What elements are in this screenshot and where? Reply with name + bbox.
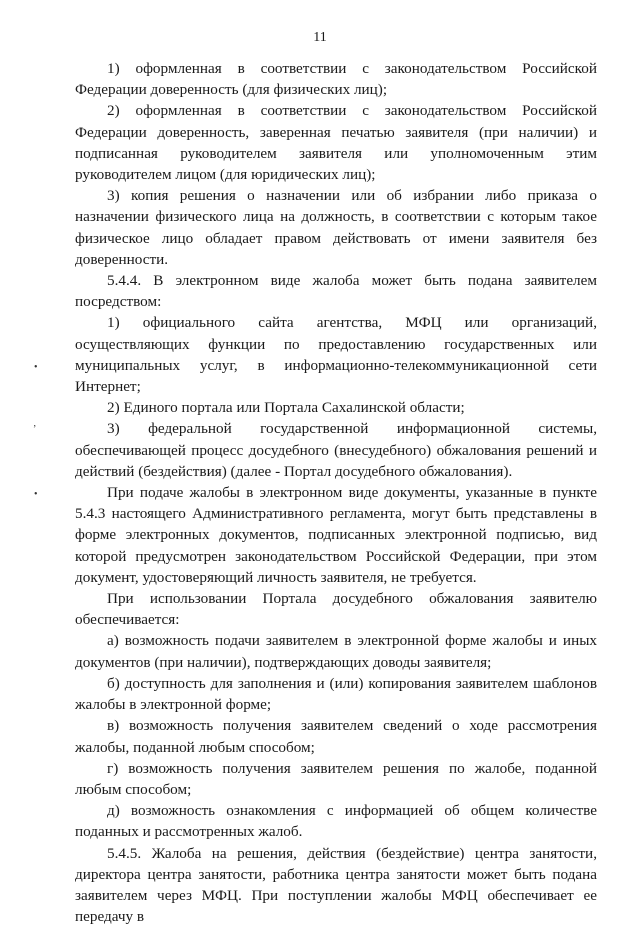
paragraph: 3) копия решения о назначении или об избрании либо приказа о назначении физического лица на должность, в соответствии с которым такое физическое лицо обладает правом действовать от имени заявителя без доверенности. (75, 187, 597, 268)
paragraph: 3) федеральной государственной информационной системы, обеспечивающей процесс досудебного (внесудебного) обжалования решений и действий (бездействия) (далее - Портал досудебного обжалования). (75, 420, 597, 480)
paragraph: в) возможность получения заявителем сведений о ходе рассмотрения жалобы, поданной любым способом; (75, 717, 597, 756)
paragraph: При использовании Портала досудебного обжалования заявителю обеспечивается: (75, 590, 597, 629)
paragraph: г) возможность получения заявителем решения по жалобе, поданной любым способом; (75, 759, 597, 798)
paragraph: б) доступность для заполнения и (или) копирования заявителем шаблонов жалобы в электронной форме; (75, 674, 597, 714)
paragraph: При подаче жалобы в электронном виде документы, указанные в пункте 5.4.3 настоящего Административного регламента, могут быть представлены в форме электронных документов, подписанных электронной подписью, вид которой предусмотрен законодательством Российской Федерации, при этом документ, удостоверяющий личность заявителя, не требуется. (75, 484, 597, 586)
document-body (75, 58, 597, 927)
paragraph: 2) Единого портала или Портала Сахалинской области; (107, 399, 465, 417)
margin-mark: ʼ (33, 424, 37, 435)
paragraph: 1) оформленная в соответствии с законодательством Российской Федерации доверенность (для физических лиц); (75, 60, 597, 99)
paragraph: 5.4.5. Жалоба на решения, действия (бездействие) центра занятости, директора центра занятости, работника центра занятости может быть подана заявителем через МФЦ. При поступлении жалобы МФЦ обеспечивает ее передачу в (75, 844, 597, 926)
paragraph: 1) официального сайта агентства, МФЦ или организаций, осуществляющих функции по предоставлению государственных или муниципальных услуг, в информационно-телекоммуникационной сети Интернет; (75, 314, 597, 396)
margin-mark: • (34, 362, 38, 373)
paragraph: 2) оформленная в соответствии с законодательством Российской Федерации доверенность, заверенная печатью заявителя (при наличии) и подписанная руководителем заявителя или уполномоченным этим руководителем лицом (для юридических лиц); (75, 102, 597, 184)
margin-mark: • (34, 489, 38, 500)
paragraph: а) возможность подачи заявителем в электронной форме жалобы и иных документов (при наличии), подтверждающих доводы заявителя; (75, 632, 597, 671)
page-number: 11 (313, 30, 327, 45)
paragraph: д) возможность ознакомления с информацией об общем количестве поданных и рассмотренных жалоб. (75, 802, 597, 841)
paragraph: 5.4.4. В электронном виде жалоба может быть подана заявителем посредством: (75, 272, 597, 311)
